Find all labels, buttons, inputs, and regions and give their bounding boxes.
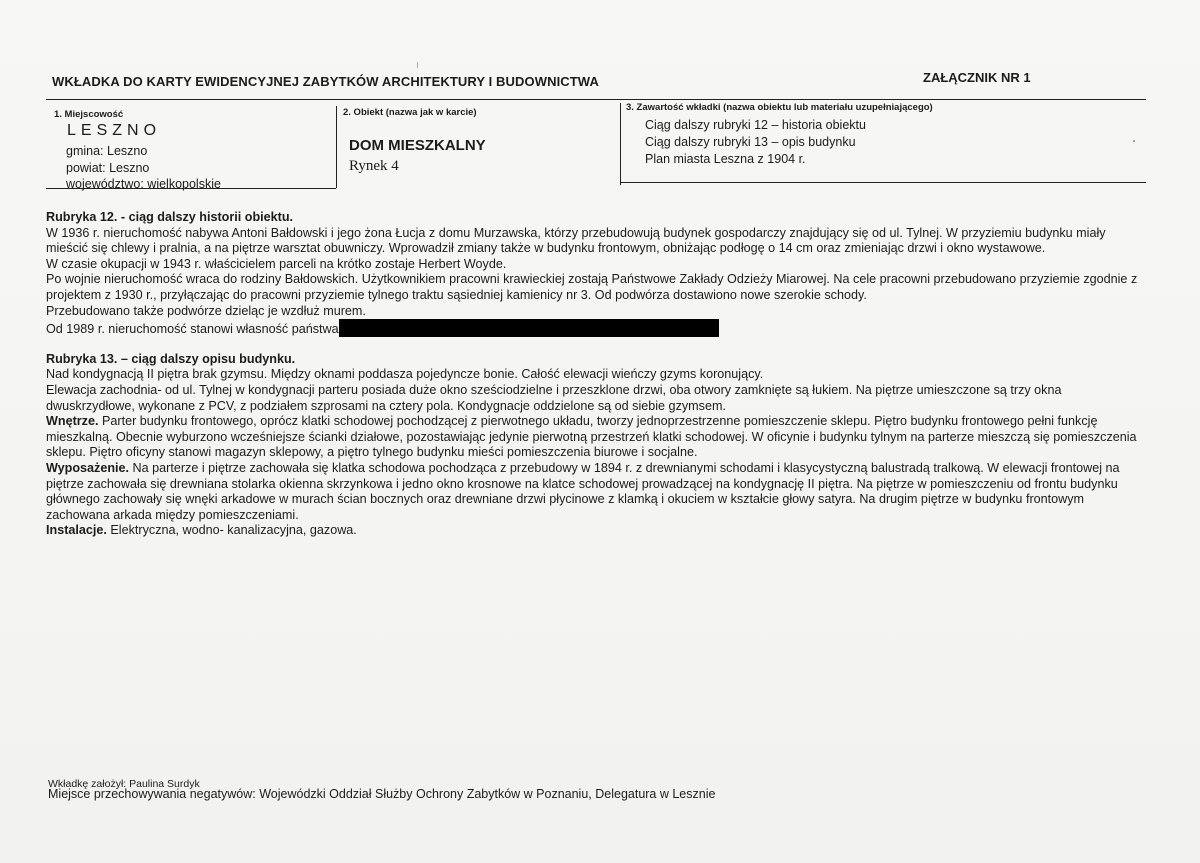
contents-line-3: Plan miasta Leszna z 1904 r. xyxy=(645,152,806,166)
table-divider-2 xyxy=(620,103,621,185)
section12-paragraph: Po wojnie nieruchomość wraca do rodziny Bałdowskich. Użytkownikiem pracowni krawieckiej zostają Państwowe Zakłady Odzieży Miarowej. Na cele pracowni przebudowano przyziemie zgodnie z projektem z 1930 r., przyłączając do pracowni przyziemie tylnego traktu sąsiedniej kamienicy nr 3. Od podwórza dostawiono nowe szerokie schody. xyxy=(46,272,1138,302)
section12-title: Rubryka 12. - ciąg dalszy historii obiektu. xyxy=(46,210,294,224)
contents-line-2: Ciąg dalszy rubryki 13 – opis budynku xyxy=(645,135,856,149)
object-address: Rynek 4 xyxy=(349,158,399,174)
object-label: 2. Obiekt (nazwa jak w karcie) xyxy=(343,107,477,118)
object-name: DOM MIESZKALNY xyxy=(349,137,486,154)
interior-label: Wnętrze. xyxy=(46,414,99,429)
equipment-label: Wyposażenie. xyxy=(46,460,130,475)
contents-label: 3. Zawartość wkładki (nazwa obiektu lub materiału uzupełniającego) xyxy=(626,102,933,113)
section13-title: Rubryka 13. – ciąg dalszy opisu budynku. xyxy=(46,351,296,366)
section13-paragraph: Nad kondygnacją II piętra brak gzymsu. Między oknami poddasza pojedyncze bonie. Całość elewacji wieńczy gzyms koronujący. xyxy=(46,367,764,382)
section12-paragraph: W 1936 r. nieruchomość nabywa Antoni Bałdowski i jego żona Łucja z domu Murzawska, którzy przebudowują budynek gospodarczy znajdujący się od ul. Tylnej. W przyziemiu budynku miały mieścić się chlewy i pralnia, a na piętrze warsztat obuwniczy. Wprowadził zmiany także w budynku frontowym, obniżając podłogę o 14 cm oraz zmieniając drzwi i okno wystawowe. xyxy=(46,225,1106,256)
annex-number: ZAŁĄCZNIK NR 1 xyxy=(923,70,1031,85)
commune-line: gmina: Leszno xyxy=(66,144,148,158)
main-content xyxy=(46,210,1146,539)
scan-speck xyxy=(1133,140,1135,142)
county-line: powiat: Leszno xyxy=(66,161,150,175)
author-line: Wkładkę założył: Paulina Surdyk xyxy=(48,778,200,790)
installations-text: Elektryczna, wodno- kanalizacyjna, gazowa. xyxy=(106,523,357,538)
table-bottom-border-right xyxy=(620,182,1146,183)
redaction-bar xyxy=(339,319,719,337)
section12-last-line xyxy=(46,319,1146,338)
table-top-border xyxy=(46,99,1146,100)
interior-text: Parter budynku frontowego, oprócz klatki schodowej pochodzącej z pierwotnego układu, tworzy jednoprzestrzenne pomieszczenie sklepu. Piętro budynku frontowego pełni funkcję mieszkalną. Obecnie wyburzono wcześniejsze ścianki działowe, pozostawiając jedynie pierwotną przestrzeń klatki schodowej. W oficynie i budynku tylnym na parterze mieszczą się pomieszczenia sklepu. Piętro oficyny stanowi magazyn sklepowy, a piętro tylnego budynku mieści pomieszczenia biurowe i socjalne. xyxy=(46,414,1137,460)
document-title: WKŁADKA DO KARTY EWIDENCYJNEJ ZABYTKÓW ARCHITEKTURY I BUDOWNICTWA xyxy=(52,74,599,89)
section12-paragraph: Przebudowano także podwórze dzieląc je wzdłuż murem. xyxy=(46,303,366,318)
scan-speck xyxy=(417,62,418,68)
negatives-storage-line: Miejsce przechowywania negatywów: Wojewódzki Oddział Służby Ochrony Zabytków w Poznaniu, Delegatura w Lesznie xyxy=(48,787,716,801)
city-name: LESZNO xyxy=(67,122,162,139)
interior-paragraph xyxy=(46,414,1146,461)
equipment-text: Na parterze i piętrze zachowała się klatka schodowa pochodząca z przebudowy w 1894 r. z drewnianymi schodami i klasycystyczną balustradą tralkową. W elewacji frontowej na piętrze zachowała się drewniana stolarka okienna skrzynkowa i jedno okno krosnowe na klatce schodowej prowadzącej na kondygnację II piętra. Na piętrze w pomieszczeniu od frontu budynku głównego zachowały się wnęki arkadowe w murach ścian bocznych oraz drewniane drzwi płycinowe z klamką i okuciem w kształcie głowy satyra. Na drugim piętrze w budynku frontowym zachowana arkada między pomieszczeniami. xyxy=(46,460,1120,522)
locality-label: 1. Miejscowość xyxy=(54,109,124,120)
section12-paragraph: W czasie okupacji w 1943 r. właścicielem parceli na krótko zostaje Herbert Woyde. xyxy=(46,256,507,271)
ownership-text: Od 1989 r. nieruchomość stanowi własność państwa xyxy=(46,322,339,337)
voivodeship-line: województwo: wielkopolskie xyxy=(66,177,221,191)
installations-paragraph xyxy=(46,523,1146,539)
table-divider-1 xyxy=(336,106,337,188)
installations-label: Instalacje. xyxy=(46,523,107,538)
equipment-paragraph xyxy=(46,461,1146,523)
contents-line-1: Ciąg dalszy rubryki 12 – historia obiektu xyxy=(645,118,866,132)
section13-paragraph: Elewacja zachodnia- od ul. Tylnej w kondygnacji parteru posiada duże okno sześciodzielne i przeszklone drzwi, oba otwory zamknięte są łukiem. Na piętrze umieszczone są trzy okna dwuskrzydłowe, wykonane z PCV, z podziałem szprosami na cztery pola. Kondygnacje oddzielone są od siebie gzymsem. xyxy=(46,382,1062,413)
